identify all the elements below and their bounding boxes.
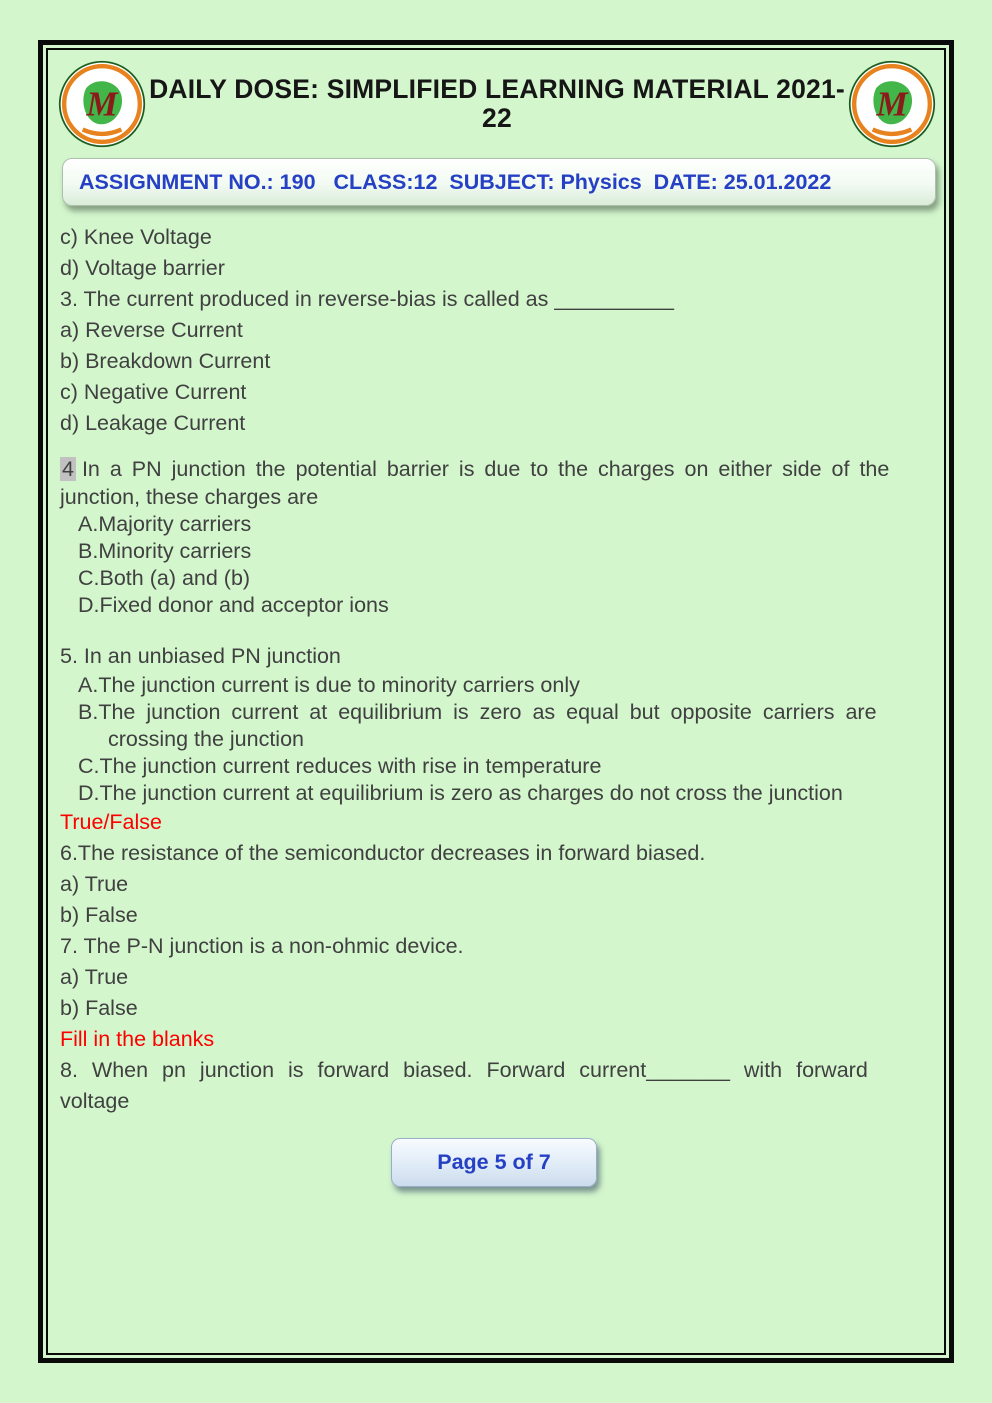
assignment-info-text: ASSIGNMENT NO.: 190 CLASS:12 SUBJECT: Physics DATE: 25.01.2022 xyxy=(79,169,832,194)
option-line: a) Reverse Current xyxy=(60,318,243,342)
question-7: 7. The P-N junction is a non-ohmic device. xyxy=(60,934,464,958)
page-number-button: Page 5 of 7 xyxy=(391,1138,597,1187)
page-footer xyxy=(60,1138,928,1187)
option-line: b) Breakdown Current xyxy=(60,349,271,373)
option-b-line1: B.The junction current at equilibrium is zero as equal but opposite carriers are xyxy=(78,700,877,724)
option-line: C.The junction current reduces with rise in temperature xyxy=(78,754,602,778)
question-5-options xyxy=(60,672,928,807)
question-4-block xyxy=(60,455,928,619)
option-line: d) Leakage Current xyxy=(60,411,246,435)
option-line: a) True xyxy=(60,965,129,989)
question-8-line2: voltage xyxy=(60,1089,130,1113)
page xyxy=(46,48,946,1355)
option-line: C.Both (a) and (b) xyxy=(78,566,251,590)
svg-text:M: M xyxy=(876,84,908,124)
option-line: c) Knee Voltage xyxy=(60,225,212,249)
highlighted-question-number: 4 xyxy=(62,457,74,481)
section-heading-fill-blanks: Fill in the blanks xyxy=(60,1027,215,1051)
svg-text:M: M xyxy=(86,84,118,124)
school-emblem-logo-left xyxy=(58,60,146,148)
option-line: c) Negative Current xyxy=(60,380,247,404)
worksheet-header xyxy=(48,56,944,148)
assignment-banner xyxy=(62,158,936,206)
option-line: a) True xyxy=(60,872,129,896)
option-line: d) Voltage barrier xyxy=(60,256,225,280)
worksheet-body xyxy=(48,222,944,1187)
option-line: A.Majority carriers xyxy=(78,512,252,536)
page-title: DAILY DOSE: SIMPLIFIED LEARNING MATERIAL 2021-22 xyxy=(149,73,845,133)
section-heading-true-false: True/False xyxy=(60,810,162,834)
option-line: A.The junction current is due to minority carriers only xyxy=(78,673,580,697)
question-8-line1: 8. When pn junction is forward biased. Forward current_______ with forward xyxy=(60,1058,868,1082)
option-line: b) False xyxy=(60,996,138,1020)
option-line: D.Fixed donor and acceptor ions xyxy=(78,593,389,617)
question-4-line1: In a PN junction the potential barrier is due to the charges on either side of the xyxy=(81,457,890,481)
question-4-line2: junction, these charges are xyxy=(60,485,319,509)
question-5: 5. In an unbiased PN junction xyxy=(60,644,341,668)
option-line: b) False xyxy=(60,903,138,927)
question-6: 6.The resistance of the semiconductor decreases in forward biased. xyxy=(60,841,706,865)
question-8 xyxy=(60,1055,928,1117)
option-line xyxy=(60,699,928,753)
question-3: 3. The current produced in reverse-bias is called as __________ xyxy=(60,287,674,311)
question-4 xyxy=(60,455,928,511)
option-line: D.The junction current at equilibrium is zero as charges do not cross the junction xyxy=(78,781,843,805)
question-5-block xyxy=(60,641,928,807)
option-b-line2: crossing the junction xyxy=(108,727,304,751)
school-emblem-logo-right xyxy=(848,60,936,148)
option-line: B.Minority carriers xyxy=(78,539,252,563)
page-frame xyxy=(38,40,954,1363)
